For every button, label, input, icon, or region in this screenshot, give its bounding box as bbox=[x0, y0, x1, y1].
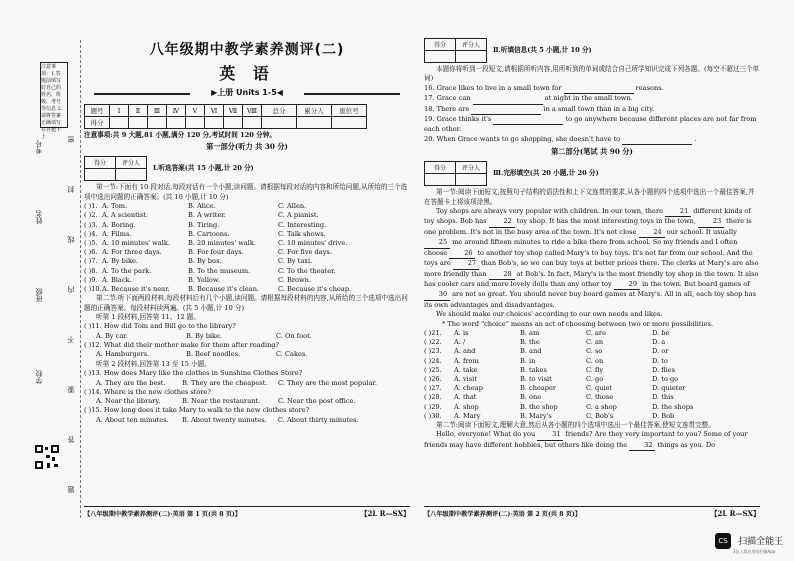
listening-item: ( )10. A. Because it's near. B. Because it's clean. C. Because it's cheap. bbox=[84, 285, 352, 294]
material-1: 听第 1 段材料,回答第 11、12 题。 bbox=[96, 313, 200, 322]
seal-word: 封 bbox=[67, 186, 75, 193]
score-table bbox=[84, 104, 367, 129]
section1-heading: Ⅰ.听选答案(共 15 小题,计 20 分) bbox=[153, 164, 254, 173]
score-cell bbox=[167, 117, 186, 129]
section2-lines bbox=[424, 84, 760, 145]
cloze-item: ( )21. A. is B. am C. are D. be bbox=[424, 328, 670, 337]
seal-word: 题 bbox=[67, 486, 75, 493]
page-2 bbox=[424, 36, 760, 451]
footer-code-1: 【2L R—SX】 bbox=[360, 509, 410, 518]
listening-item: ( )4. A. Films. B. Cartoons. C. Talk shows. bbox=[84, 229, 326, 238]
seal-word: 内 bbox=[67, 286, 75, 293]
part2-title: 第二部分(笔试 共 90 分) bbox=[551, 147, 633, 157]
exam-note: 注意事项:共 9 大题,81 小题,满分 120 分,考试时间 120 分钟。 bbox=[84, 131, 276, 139]
answer-blank bbox=[622, 135, 692, 145]
answer-blank bbox=[564, 84, 634, 94]
cloze-blank: 27 bbox=[453, 259, 479, 269]
unit-label: ▶上册 Units 1-5◀ bbox=[211, 88, 283, 97]
listening-item: ( )1. A. Tom. B. Alice. C. Allen. bbox=[84, 202, 307, 211]
school-label: 学校 bbox=[35, 370, 43, 384]
q14-options: A. Near the library. B. Near the restaurant. C. Near the post office. bbox=[96, 397, 356, 406]
score-header-cell: Ⅲ bbox=[148, 105, 167, 117]
q12-options: A. Hamburgers. B. Beef noodles. C. Cakes. bbox=[96, 350, 308, 359]
score-header-cell: 座位号 bbox=[332, 105, 367, 117]
answer-blank bbox=[493, 115, 563, 125]
question-14: ( )14. Where is the new clothes store? bbox=[84, 387, 211, 396]
material-2: 听第 2 段材料,回答第 13 至 15 小题。 bbox=[96, 359, 211, 368]
section1-items bbox=[84, 202, 410, 294]
score-cell bbox=[224, 117, 243, 129]
answer-blank bbox=[471, 105, 541, 115]
grader-box-1: 得分 评分人 bbox=[84, 156, 147, 181]
score-header-cell: Ⅰ bbox=[110, 105, 129, 117]
cloze-blank: 24 bbox=[639, 228, 665, 238]
seal-word: 不 bbox=[67, 336, 75, 343]
listening-item: ( )8. A. To the park. B. To the museum. C. To the theater. bbox=[84, 266, 336, 275]
cloze-item: ( )29. A. shop B. the shop C. a shop D. the shops bbox=[424, 402, 694, 411]
section3-heading: Ⅲ.完形填空(共 20 小题,计 20 分) bbox=[493, 169, 599, 178]
question-13: ( )13. How does Mary like the clothes in Sunshine Clothes Store? bbox=[84, 369, 303, 378]
q13-options: A. They are the best. B. They are the cheapest. C. They are the most popular. bbox=[96, 378, 377, 387]
scanner-logo bbox=[715, 530, 783, 555]
section3-instr: 第一节:阅读下面短文,按照句子结构的语法性和上下文连贯的要求,从各小题的四个选项中选出一个最佳答案,并在答题卡上将该项涂黑。 bbox=[424, 188, 755, 206]
subject-title: 英 语 bbox=[219, 64, 275, 83]
seal-word: 线 bbox=[67, 236, 75, 243]
cloze-blank: 29 bbox=[614, 280, 640, 290]
cloze-item: ( )28. A. that B. one C. those D. this bbox=[424, 393, 674, 402]
passage-last-line: We should make our choices' according to our own needs and likes. bbox=[436, 310, 663, 319]
page-1 bbox=[84, 36, 410, 425]
cloze-item: ( )22. A. / B. the C. an D. a bbox=[424, 338, 666, 347]
notice-box bbox=[40, 62, 68, 140]
score-header-cell: 总分 bbox=[262, 105, 297, 117]
camscanner-icon: CS bbox=[715, 533, 731, 549]
section3-items bbox=[424, 329, 760, 421]
score-cell bbox=[243, 117, 262, 129]
answer-blank bbox=[473, 94, 543, 104]
footer-left-1: 【八年级期中教学素养测评(二)·英语 第 1 页(共 8 页)】 bbox=[84, 511, 241, 518]
notice-text: 注意事项：1.答题前填写好自己的姓名、班级、考号等信息 2.请将答案正确填写在答题卡上 bbox=[41, 64, 63, 140]
section2-instr: 本题你将听到一段短文,请根据所听内容,用所听到的单词或结合自己所学知识完成下列各题。(每空不超过三个单词) bbox=[424, 65, 760, 83]
cloze-item: ( )27. A. cheap B. cheaper C. quiet D. quieter bbox=[424, 384, 686, 393]
listening-item: ( )7. A. By bike. B. By bus. C. By taxi. bbox=[84, 257, 313, 266]
blank-32: 32 bbox=[629, 441, 655, 451]
listening-item: ( )2. A. A scientist. B. A writer. C. A pianist. bbox=[84, 211, 319, 220]
question-11: ( )11. How did Tom and Bill go to the library? bbox=[84, 322, 236, 331]
passage-footnote: * The word "choice" means an act of choosing between two or more possibilities. bbox=[442, 319, 714, 328]
score-cell bbox=[110, 117, 129, 129]
listening-item: ( )3. A. Boring. B. Tiring. C. Interesting. bbox=[84, 220, 327, 229]
qr-code-icon bbox=[34, 444, 60, 470]
cloze-item: ( )24. A. from B. in C. on D. to bbox=[424, 356, 668, 365]
scanner-sub: 3亿人都在用的扫描App bbox=[733, 549, 776, 554]
fill-line: 20. When Grace wants to go shopping, she doesn't have to . bbox=[424, 135, 760, 145]
seal-word: 要 bbox=[67, 386, 75, 393]
seal-word: 密 bbox=[67, 136, 75, 143]
listening-item: ( )5. A. 10 minutes' walk. B. 20 minutes' walk. C. 10 minutes' drive. bbox=[84, 239, 348, 248]
grader-box-2: 得分 评分人 bbox=[424, 38, 487, 63]
grader-box-3: 得分 评分人 bbox=[424, 161, 487, 186]
score-header-cell: 累分人 bbox=[297, 105, 332, 117]
score-cell bbox=[262, 117, 297, 129]
cloze-blank: 26 bbox=[449, 249, 475, 259]
score-cell bbox=[129, 117, 148, 129]
passage-2: Hello, everyone! What do you 31 friends? Are they very important to you? Some of your friends may have different hobbies, but others like doing the 32 things as you. Do bbox=[424, 430, 760, 451]
blank-31: 31 bbox=[537, 430, 563, 440]
footer-code-2: 【2L R—SX】 bbox=[710, 509, 760, 518]
fill-line: 17. Grace can at night in the small town. bbox=[424, 94, 760, 104]
cloze-blank: 28 bbox=[489, 270, 515, 280]
q11-options: A. By car. B. By bike. C. On foot. bbox=[96, 331, 312, 340]
cloze-blank: 30 bbox=[424, 290, 450, 300]
cloze-item: ( )30. A. Mary B. Mary's C. Bob's D. Bob bbox=[424, 411, 675, 420]
q15-options: A. About ten minutes. B. About twenty minutes. C. About thirty minutes. bbox=[96, 415, 359, 424]
cloze-item: ( )25. A. take B. takes C. fly D. flies bbox=[424, 365, 676, 374]
cloze-item: ( )23. A. and B. and C. so D. or bbox=[424, 347, 669, 356]
listening-item: ( )9. A. Black. B. Yellow. C. Brown. bbox=[84, 275, 311, 284]
exam-no-label: 考号 bbox=[35, 140, 43, 154]
fill-line: 16. Grace likes to live in a small town for reasons. bbox=[424, 84, 760, 94]
score-cell bbox=[148, 117, 167, 129]
score-header-cell: Ⅶ bbox=[224, 105, 243, 117]
cloze-blank: 21 bbox=[665, 207, 691, 217]
cloze-blank: 25 bbox=[424, 238, 450, 248]
fill-line: 18. There are in a small town than in a big city. bbox=[424, 105, 760, 115]
score-cell bbox=[332, 117, 367, 129]
score-header-cell: Ⅱ bbox=[129, 105, 148, 117]
cloze-blank: 22 bbox=[489, 217, 515, 227]
section1-instr1: 第一节:下面有 10 段对话,每段对话有一个小题,读问题。请根据每段对话的内容和所给问题,从所给的三个选项中选出问题的正确答案。(共 10 小题,计 10 分) bbox=[84, 183, 408, 201]
score-header-cell: Ⅴ bbox=[186, 105, 205, 117]
question-15: ( )15. How long does it take Mary to walk to the new clothes store? bbox=[84, 406, 310, 415]
cloze-item: ( )26. A. visit B. to visit C. go D. to go bbox=[424, 374, 679, 383]
score-header-cell: Ⅵ bbox=[205, 105, 224, 117]
footer-page-2 bbox=[424, 506, 760, 519]
footer-page-1 bbox=[84, 506, 410, 519]
name-label: 姓名 bbox=[35, 210, 43, 224]
fill-line: 19. Grace thinks it's to go anywhere because different places are not far from each other. bbox=[424, 115, 757, 134]
score-cell bbox=[186, 117, 205, 129]
section1-instr2: 第二节:听下面两段材料,每段材料后有几个小题,读问题。请根据每段材料的内容,从所给的三个选项中选出问题的正确答案。每段材料读两遍。(共 5 小题,计 10 分) bbox=[84, 294, 408, 312]
class-label: 班级 bbox=[35, 288, 43, 302]
score-header-cell: 题号 bbox=[85, 105, 110, 117]
question-12: ( )12. What did their mother make for them after reading? bbox=[84, 341, 280, 350]
cloze-passage: Toy shops are always very popular with children. In our town, there 21 different kinds of toy shops. Bob has 22 toy shop. It has the most interesting toys in the town, 23 there is one problem. It's not in the busy area of the town. It's not close 24 our school. It usually 25 me around fifteen minutes to ride a bike there from school. So my friends and I often choose 26 to another toy shop called Mary's to buy toys. It's not far from our school. And the toys are 27 than Bob's, so we can buy toys at better prices there. The clerks at Mary's are also more friendly than 28 at Bob's. In fact, Mary's is the most friendly toy shop in the town. It also has cooler cars and more lovely dolls than any other toy 29 in the town. But board games of 30 are not so great. You should never buy board games at Mary's. All in all, each toy shop has its own advantages and disadvantages. bbox=[424, 207, 759, 309]
score-cell: 得分 bbox=[85, 117, 110, 129]
score-header-cell: Ⅳ bbox=[167, 105, 186, 117]
part1-title: 第一部分(听力 共 30 分) bbox=[206, 142, 288, 152]
seal-word: 答 bbox=[67, 436, 75, 443]
section2-heading: Ⅱ.听填信息(共 5 小题,计 10 分) bbox=[493, 45, 592, 54]
score-cell bbox=[297, 117, 332, 129]
score-header-cell: Ⅷ bbox=[243, 105, 262, 117]
cloze-blank: 23 bbox=[698, 217, 724, 227]
scanner-name: 扫描全能王 bbox=[738, 537, 784, 547]
listening-item: ( )6. A. For three days. B. For four days. C. For five days. bbox=[84, 248, 332, 257]
unit-bar bbox=[84, 87, 410, 100]
score-cell bbox=[205, 117, 224, 129]
footer-left-2: 【八年级期中教学素养测评(二)·英语 第 2 页(共 8 页)】 bbox=[424, 511, 581, 518]
section3-instr2: 第二节:阅读下面短文,理解大意,然后从各小题的四个选项中选出一个最佳答案,使短文连贯完整。 bbox=[436, 420, 715, 429]
exam-title: 八年级期中教学素养测评(二) bbox=[149, 42, 345, 58]
